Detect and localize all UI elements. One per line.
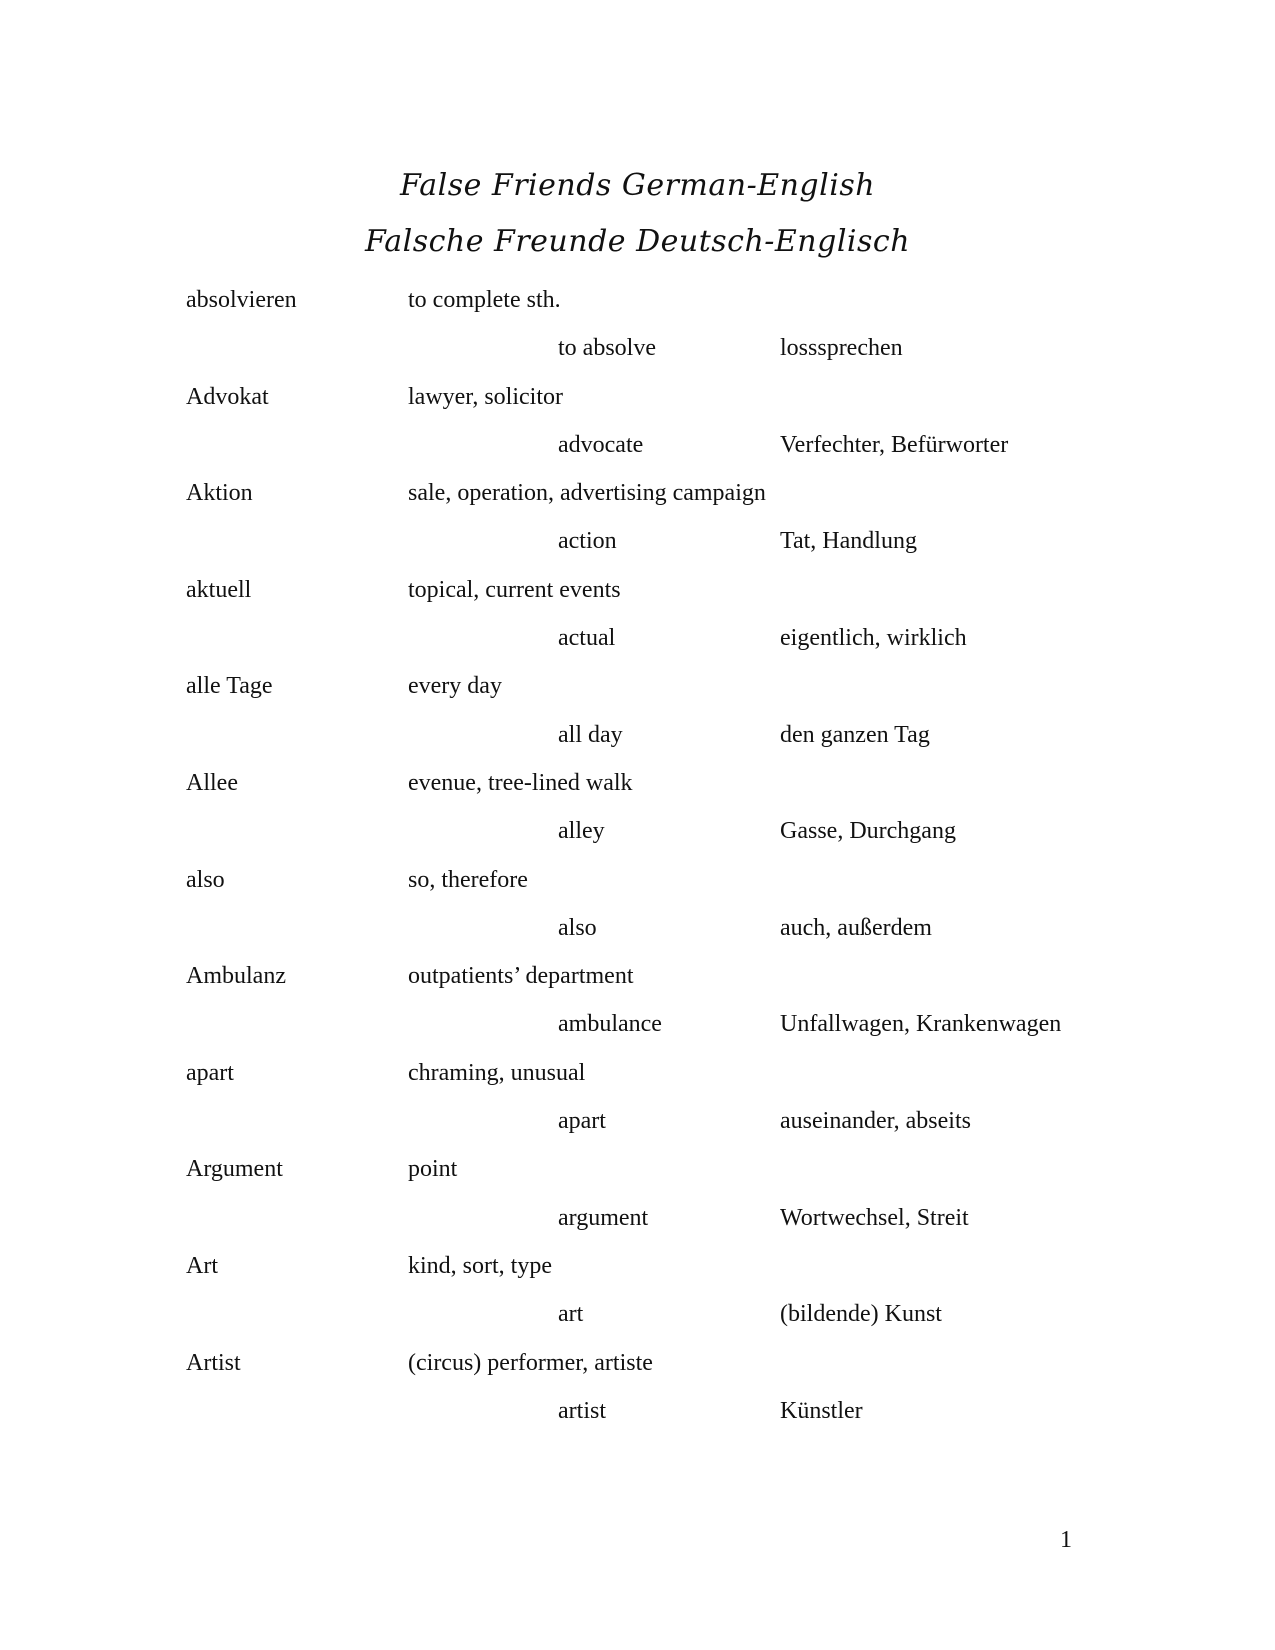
true-meaning: (circus) performer, artiste xyxy=(408,1349,653,1376)
entry-english-row xyxy=(0,330,1275,378)
entry-german-row xyxy=(0,475,1275,523)
entry-german-row xyxy=(0,572,1275,620)
true-meaning: to complete sth. xyxy=(408,287,561,313)
entry-german-row xyxy=(0,668,1275,716)
page-number: 1 xyxy=(1060,1527,1072,1553)
entry-german-row xyxy=(0,1248,1275,1296)
true-meaning: kind, sort, type xyxy=(408,1252,552,1279)
entry-english-row xyxy=(0,717,1275,765)
true-meaning: topical, current events xyxy=(408,576,621,603)
false-friend-english: advocate xyxy=(558,431,644,458)
false-friend-translation: Verfechter, Befürworter xyxy=(780,431,1009,458)
entry-english-row xyxy=(0,1200,1275,1248)
entry-english-row xyxy=(0,910,1275,958)
false-friend-english: to absolve xyxy=(558,335,656,362)
page-title-german: Falsche Freunde Deutsch-Englisch xyxy=(364,224,911,259)
page-title-english: False Friends German-English xyxy=(399,168,876,203)
true-meaning: point xyxy=(408,1156,458,1183)
german-word: alle Tage xyxy=(186,673,273,700)
false-friend-english: actual xyxy=(558,625,616,652)
entry-english-row xyxy=(0,1006,1275,1054)
false-friend-english: apart xyxy=(558,1108,606,1135)
german-word: Advokat xyxy=(186,383,269,410)
false-friend-english: action xyxy=(558,528,617,555)
entry-english-row xyxy=(0,1393,1275,1441)
false-friend-english: argument xyxy=(558,1204,649,1231)
false-friend-translation: Tat, Handlung xyxy=(780,528,917,555)
entry-english-row xyxy=(0,1296,1275,1344)
false-friend-english: alley xyxy=(558,818,605,845)
entry-german-row xyxy=(0,958,1275,1006)
german-word: apart xyxy=(186,1059,234,1086)
entry-english-row xyxy=(0,1103,1275,1151)
false-friend-translation: Wortwechsel, Streit xyxy=(780,1204,969,1231)
false-friend-english: all day xyxy=(558,721,623,748)
true-meaning: sale, operation, advertising campaign xyxy=(408,480,766,507)
entry-german-row xyxy=(0,379,1275,427)
false-friend-english: art xyxy=(558,1301,584,1328)
true-meaning: every day xyxy=(408,673,502,700)
german-word: absolvieren xyxy=(186,287,297,313)
entry-english-row xyxy=(0,523,1275,571)
false-friend-translation: Unfallwagen, Krankenwagen xyxy=(780,1011,1062,1038)
false-friend-translation: den ganzen Tag xyxy=(780,721,930,748)
false-friend-translation: (bildende) Kunst xyxy=(780,1301,942,1328)
false-friend-translation: auch, außerdem xyxy=(780,914,932,941)
entry-german-row xyxy=(0,862,1275,910)
german-word: Argument xyxy=(186,1156,283,1183)
true-meaning: chraming, unusual xyxy=(408,1059,586,1086)
entry-german-row xyxy=(0,1151,1275,1199)
false-friend-translation: Künstler xyxy=(780,1397,863,1424)
true-meaning: so, therefore xyxy=(408,866,528,893)
entry-german-row xyxy=(0,1055,1275,1103)
german-word: Allee xyxy=(186,769,238,796)
false-friend-english: artist xyxy=(558,1397,606,1424)
german-word: Artist xyxy=(186,1349,241,1376)
true-meaning: lawyer, solicitor xyxy=(408,383,563,410)
entry-german-row xyxy=(0,282,1275,330)
german-word: also xyxy=(186,866,225,893)
true-meaning: outpatients’ department xyxy=(408,963,634,990)
entry-english-row xyxy=(0,620,1275,668)
german-word: Ambulanz xyxy=(186,963,286,990)
german-word: Art xyxy=(186,1252,218,1279)
false-friend-english: also xyxy=(558,914,597,941)
entry-german-row xyxy=(0,1345,1275,1393)
false-friend-translation: Gasse, Durchgang xyxy=(780,818,956,845)
entry-english-row xyxy=(0,813,1275,861)
false-friend-english: ambulance xyxy=(558,1011,662,1038)
true-meaning: evenue, tree-lined walk xyxy=(408,769,633,796)
german-word: Aktion xyxy=(186,480,253,507)
german-word: aktuell xyxy=(186,576,252,603)
false-friend-translation: eigentlich, wirklich xyxy=(780,625,967,652)
false-friend-translation: auseinander, abseits xyxy=(780,1108,971,1135)
false-friend-translation: losssprechen xyxy=(780,335,903,362)
entry-english-row xyxy=(0,427,1275,475)
false-friends-list xyxy=(0,282,1275,1441)
entry-german-row xyxy=(0,765,1275,813)
